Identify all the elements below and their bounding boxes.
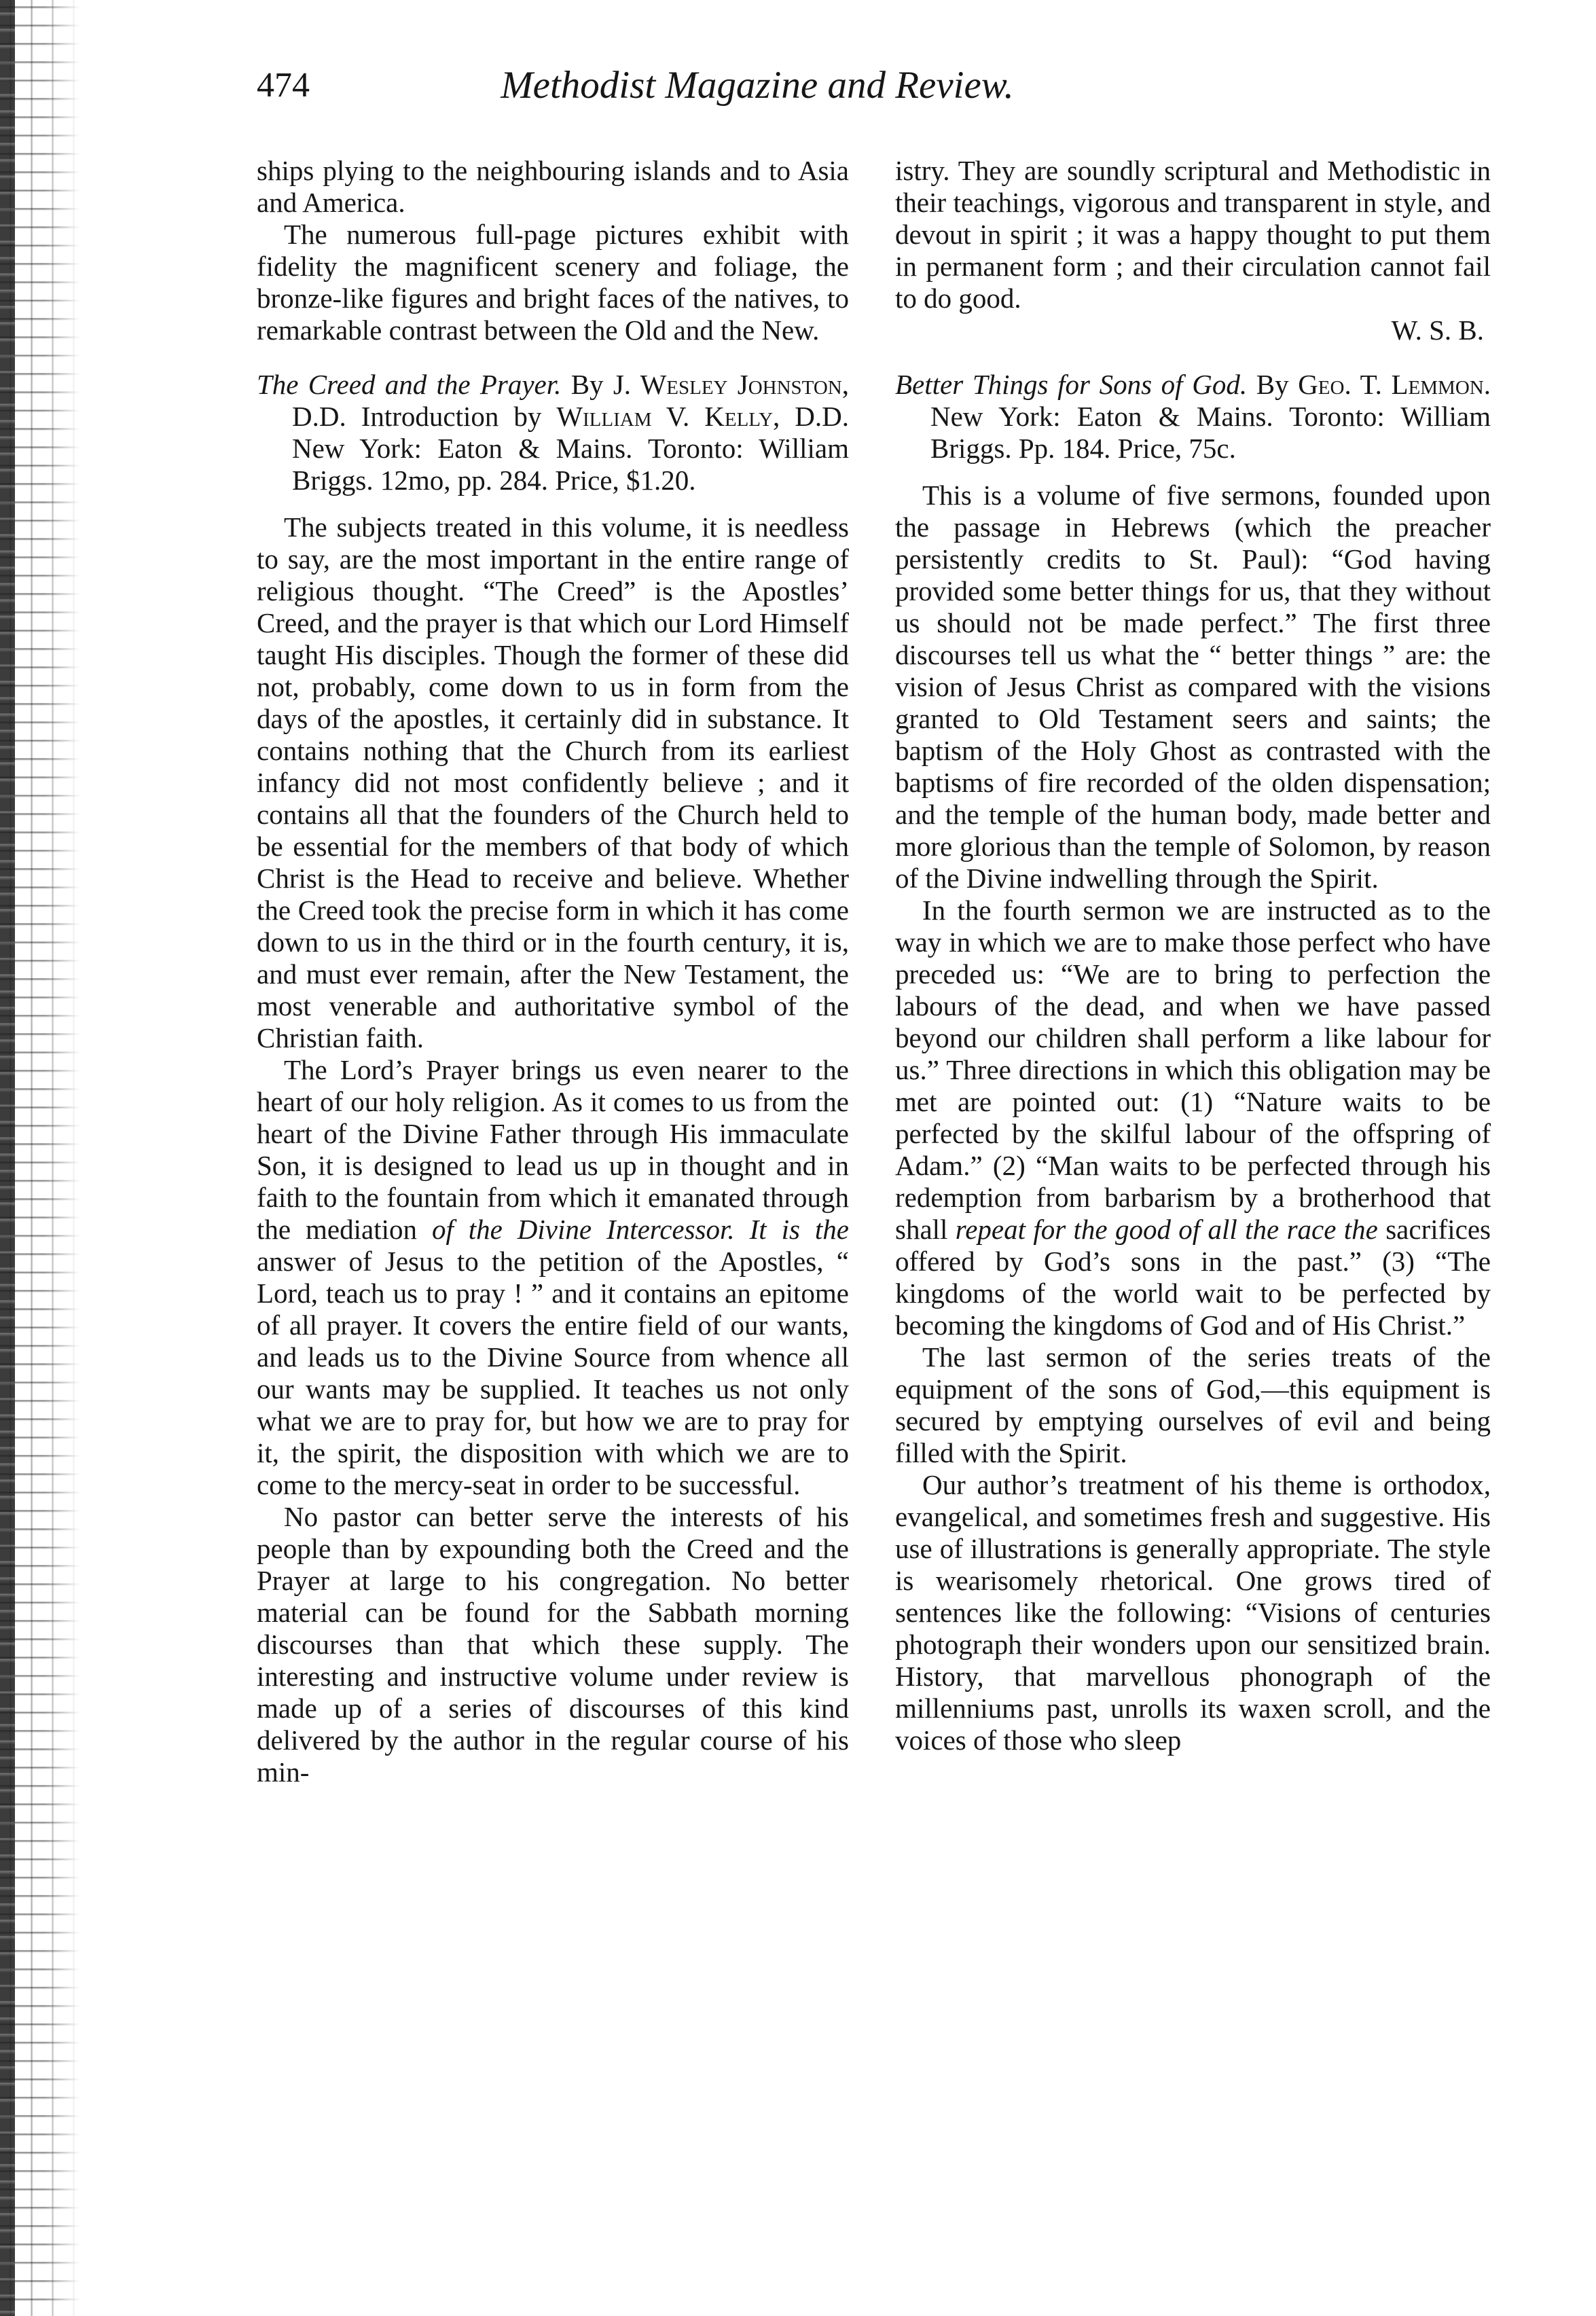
review-paragraph: The subjects treated in this volume, it is needless to say, are the most important in the entire range of religious thought. “The Creed” is the Apostles’ Creed, and the prayer is that which our Lord Himself taught His disciples. Though the former of these did not, probably, come down to us in form from the days of the apostles, it certainly did in substance. It contains nothing that the Church from its earliest infancy did not most confidently believe ; and it contains all that the founders of the Church held to be essential for the members of that body of which Christ is the Head to receive and believe. Whether the Creed took the precise form in which it has come down to us in the third or in the fourth century, it is, and must ever remain, after the New Testament, the most venerable and authoritative symbol of the Christian faith. xyxy=(257,511,849,1053)
book-imprint: New York: Eaton & Mains. Toronto: William Briggs. Pp. 184. Price, 75c. xyxy=(930,401,1491,464)
continued-paragraph: istry. They are soundly scriptural and Methodistic in their teachings, vigorous and transparent in style, and devout in spirit ; it was a happy thought to put them in permanent form ; and their circulation cannot fail to do good. xyxy=(895,155,1491,314)
paragraph-pictures: The numerous full-page pictures exhibit with fidelity the magnificent scenery and foliage, the bronze-like figures and bright faces of the natives, to remarkable contrast between the Old and the New. xyxy=(257,219,849,346)
continued-paragraph: ships plying to the neighbouring islands and to Asia and America. xyxy=(257,155,849,218)
text-run: In the fourth sermon we are instructed as to the way in which we are to make those perfect who have preceded us: “We are to bring to perfection the labours of the dead, and when we have passed beyond our children shall perform a like labour for us.” Three directions in which this obligation may be met are pointed out: (1) “Nature waits to be perfected by the skilful labour of the offspring of Adam.” (2) “Man waits to be perfected through his redemption from barbarism by a brotherhood that shall xyxy=(895,894,1491,1245)
running-title: Methodist Magazine and Review. xyxy=(501,64,1014,107)
italic-text-run: of the Divine Intercessor. It is the xyxy=(431,1214,849,1245)
left-column xyxy=(257,155,849,1788)
review-heading-better-things xyxy=(895,369,1491,465)
text-run: The Lord’s Prayer brings us even nearer to the heart of our holy religion. As it comes to us from the heart of the Divine Father through His immaculate Son, it is designed to lead us up in thought and in faith to the fountain from which it emanated through the mediation xyxy=(257,1054,849,1245)
scanned-spine-shadow xyxy=(0,0,15,2316)
text-run: sacrifices offered by God’s sons in the past.” (3) “The kingdoms of the world wait to be perfected by becoming the kingdoms of God and of His Christ.” xyxy=(895,1214,1491,1341)
book-title: The Creed and the Prayer. xyxy=(257,369,562,400)
byline-by: By xyxy=(561,369,613,400)
book-title: Better Things for Sons of God. xyxy=(895,369,1248,400)
book-imprint: New York: Eaton & Mains. Toronto: William Briggs. 12mo, pp. 284. Price, $1.20. xyxy=(292,433,849,496)
italic-text-run: repeat for the good of all the race the xyxy=(955,1214,1378,1245)
introduction-author: William V. Kelly, D.D. xyxy=(556,401,849,432)
review-paragraph xyxy=(257,1054,849,1501)
reviewer-signature: W. S. B. xyxy=(1391,314,1484,346)
review-paragraph: Our author’s treatment of his theme is orthodox, evangelical, and sometimes fresh and suggestive. His use of illustrations is generally appropriate. The style is wearisomely rhetorical. One grows tired of sentences like the following: “Visions of centuries photograph their wonders upon our sensitized brain. History, that marvellous phonograph of the millenniums past, unrolls its waxen scroll, and the voices of those who sleep xyxy=(895,1469,1491,1756)
right-column xyxy=(895,155,1491,1756)
page-header xyxy=(257,65,1197,114)
text-run: answer of Jesus to the petition of the Apostles, “ Lord, teach us to pray ! ” and it contains an epitome of all prayer. It covers the entire field of our wants, and leads us to the Divine Source from whence all our wants may be supplied. It teaches us not only what we are to pray for, but how we are to pray for it, the spirit, the disposition with which we are to come to the mercy-seat in order to be successful. xyxy=(257,1246,849,1500)
review-paragraph: The last sermon of the series treats of the equipment of the sons of God,—this equipment is secured by emptying ourselves of evil and being filled with the Spirit. xyxy=(895,1341,1491,1468)
page-number: 474 xyxy=(257,66,310,105)
introduction-by: Introduction by xyxy=(346,401,557,432)
byline-by: By xyxy=(1247,369,1299,400)
book-author: J. Wesley Johnston, D.D. xyxy=(292,369,849,432)
review-heading-creed xyxy=(257,369,849,496)
review-paragraph: No pastor can better serve the interests of his people than by expounding both the Creed and the Prayer at large to his congregation. No better material can be found for the Sabbath morning discourses than that which these supply. The interesting and instructive volume under review is made up of a series of discourses of this kind delivered by the author in the regular course of his min- xyxy=(257,1501,849,1788)
book-author: Geo. T. Lemmon. xyxy=(1298,369,1491,400)
review-paragraph xyxy=(895,894,1491,1341)
review-paragraph: This is a volume of five sermons, founded upon the passage in Hebrews (which the preacher persistently credits to St. Paul): “God having provided some better things for us, that they without us should not be made perfect.” The first three discourses tell us what the “ better things ” are: the vision of Jesus Christ as compared with the visions granted to Old Testament seers and saints; the baptism of the Holy Ghost as contrasted with the baptisms of fire recorded of the olden dispensation; and the temple of the human body, made better and more glorious than the temple of Solomon, by reason of the Divine indwelling through the Spirit. xyxy=(895,480,1491,894)
